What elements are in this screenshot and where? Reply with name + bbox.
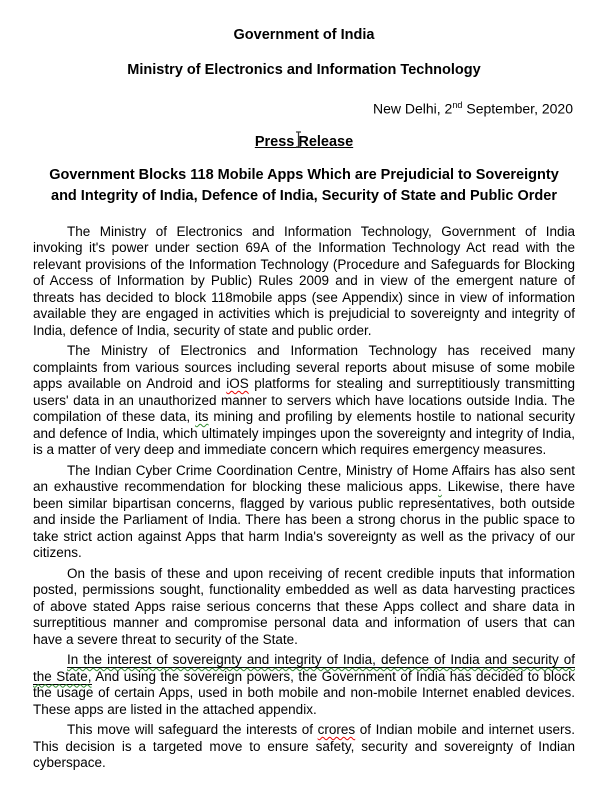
text-run: mining and profiling by elements hostile to national security and defence of India, which ultimately impinges upon the sovereignty and integrity of India, is a matter of very deep and immediate concern which requires emergency measures. — [33, 409, 575, 458]
document-body — [33, 224, 575, 772]
text-run: And using the sovereign powers, the Government of India has decided to block the usage of certain Apps, used in both mobile and non-mobile Internet enabled devices. These apps are listed in the attached appendix. — [33, 668, 575, 717]
text-run: of Indian mobile and internet users. This decision is a targeted move to ensure safety, security and sovereignty of Indian cyberspace. — [33, 722, 576, 771]
text-run: New Delhi, 2 — [372, 100, 453, 117]
text-run: The Ministry of Electronics and Information Technology has received many complaints from various sources including several reports about misuse of some mobile apps available on Android and — [33, 343, 575, 392]
spell-text-run: iOS — [226, 376, 249, 392]
spell-text-run: crores — [317, 722, 356, 738]
underline-grammar-text-run: In the interest of sovereignty and integrity of India, defence of India and security of the State, — [33, 652, 575, 684]
paragraph — [33, 463, 575, 562]
text-run: Likewise, there have been similar bipartisan concerns, flagged by various public representatives, both outside and inside the Parliament of India. There has been a strong chorus in the public space to take strict action against Apps that harm India's sovereignty as well as the privacy of our citizens. — [33, 479, 575, 561]
text-run: platforms for stealing and surreptitiously transmitting users' data in an unauthorized manner to servers which have locations outside India. The compilation of these data, — [33, 376, 575, 425]
org-line-ministry: Ministry of Electronics and Information Technology — [127, 62, 481, 78]
paragraph — [33, 224, 575, 340]
text-run: The Ministry of Electronics and Information Technology, Government of India invoking it's power under section 69A of the Information Technology Act read with the relevant provisions of the Information Technology (Procedure and Safeguards for Blocking of Access of Information by Public) Rules 2009 and in view of the emergent nature of threats has decided to block 118mobile apps (see Appendix) since in view of information available they are engaged in activities which is prejudicial to sovereignty and integrity of India, defence of India, security of state and public order. — [33, 223, 575, 338]
org-line-government: Government of India — [233, 27, 375, 43]
sup-text-run: nd — [452, 100, 463, 110]
grammar-text-run: . — [438, 479, 442, 495]
grammar-text-run: its — [195, 409, 209, 425]
text-run: This move will safeguard the interests of — [67, 722, 318, 738]
paragraph — [33, 722, 575, 772]
text-run: The Indian Cyber Crime Coordination Centre, Ministry of Home Affairs has also sent an exhaustive recommendation for blocking these malicious apps — [33, 462, 575, 495]
dateline — [33, 98, 575, 117]
paragraph — [33, 652, 575, 718]
press-release-heading-wrap — [33, 133, 575, 151]
page-title: Government Blocks 118 Mobile Apps Which are Prejudicial to Sovereignty and Integrity of India, Defence of India, Security of State and Public Order — [49, 166, 559, 204]
text-run: On the basis of these and upon receiving of recent credible inputs that information posted, permissions sought, functionality embedded as well as data harvesting practices of above stated Apps raise serious concerns that these Apps collect and share data in surreptitious manner and compromise personal data and information of users that can have a severe threat to security of the State. — [33, 565, 575, 647]
paragraph — [33, 343, 575, 459]
press-release-heading: Press Release — [254, 133, 354, 150]
paragraph — [33, 566, 575, 649]
text-run: September, 2020 — [462, 100, 573, 117]
